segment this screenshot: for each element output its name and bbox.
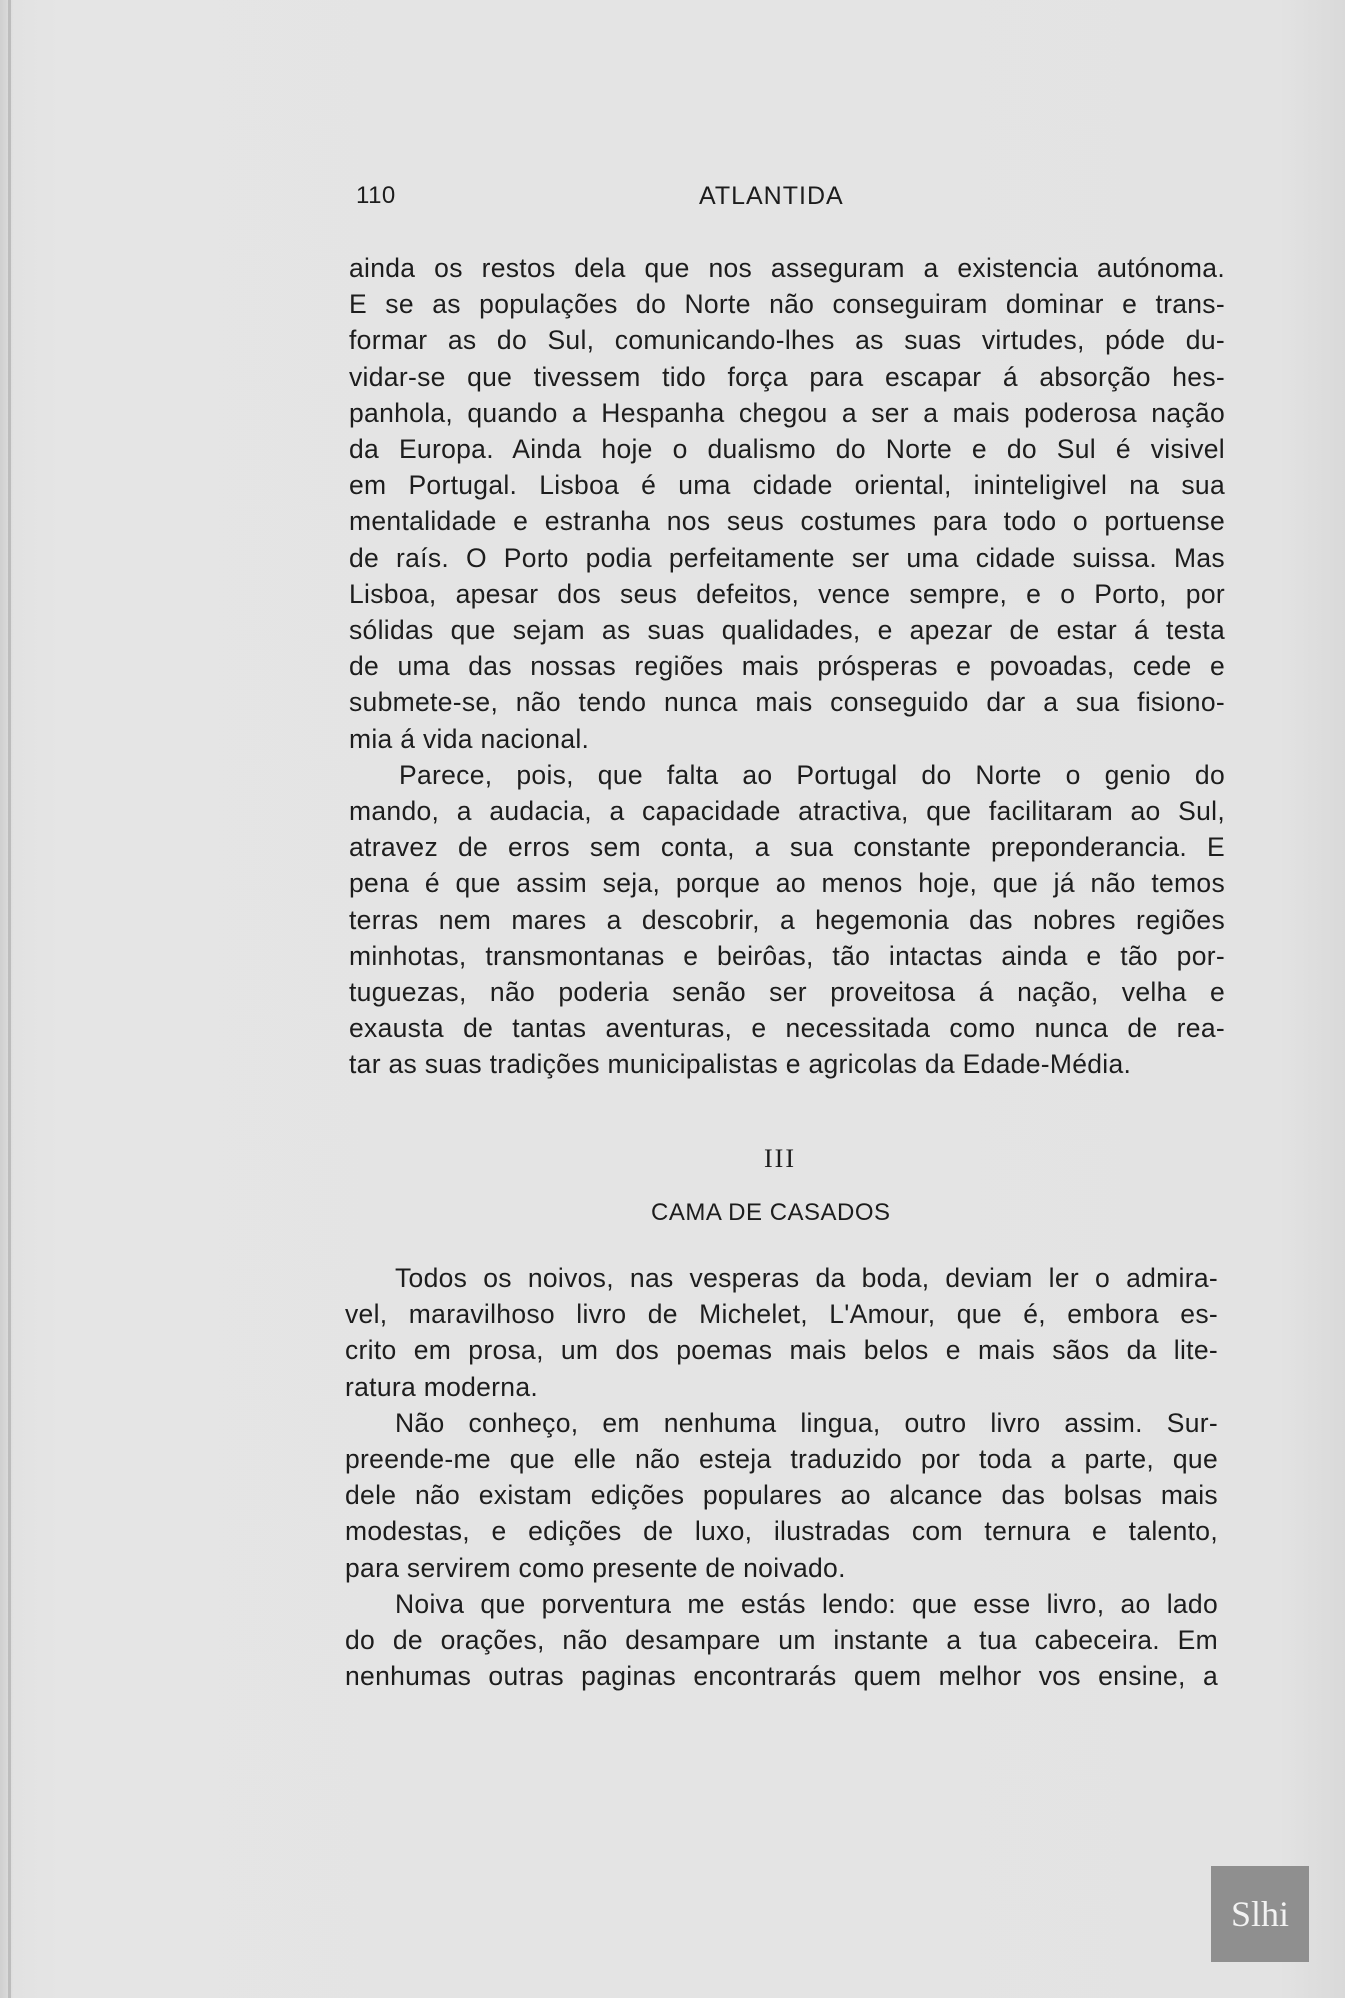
- paragraph: [349, 757, 1225, 1083]
- text-line: pena é que assim seja, porque ao menos hoje, que já não temos: [349, 868, 1225, 899]
- text-line: minhotas, transmontanas e beirôas, tão intactas ainda e tão por-: [349, 940, 1225, 971]
- section-title: CAMA DE CASADOS: [651, 1199, 891, 1226]
- text-line: ratura moderna.: [345, 1371, 539, 1402]
- logo-text: Slhi: [1230, 1894, 1290, 1934]
- text-line: do de orações, não desampare um instante a tua cabeceira. Em: [345, 1625, 1218, 1656]
- text-line: dele não existam edições populares ao alcance das bolsas mais: [345, 1480, 1218, 1511]
- text-line: Todos os noivos, nas vesperas da boda, deviam ler o admira-: [395, 1263, 1218, 1293]
- text-line: preende-me que elle não esteja traduzido por toda a parte, que: [345, 1444, 1218, 1475]
- running-title: ATLANTIDA: [699, 182, 844, 210]
- library-logo: [1211, 1866, 1309, 1962]
- text-line: mia á vida nacional.: [349, 723, 590, 754]
- paragraph: [345, 1586, 1218, 1695]
- text-line: mentalidade e estranha nos seus costumes para todo o portuense: [349, 506, 1225, 537]
- text-line: terras nem mares a descobrir, a hegemonia das nobres regiões: [349, 904, 1225, 935]
- text-line: tuguezas, não poderia senão ser proveitosa á nação, velha e: [349, 977, 1225, 1008]
- page-header: [356, 182, 866, 214]
- text-line: formar as do Sul, comunicando-lhes as suas virtudes, póde du-: [349, 325, 1225, 356]
- text-line: modestas, e edições de luxo, ilustradas com ternura e talento,: [345, 1516, 1218, 1547]
- paragraph: [345, 1405, 1218, 1586]
- page-edge: [8, 0, 11, 1998]
- text-line: da Europa. Ainda hoje o dualismo do Norte e do Sul é visivel: [349, 434, 1225, 465]
- text-line: tar as suas tradições municipalistas e agricolas da Edade-Média.: [349, 1049, 1132, 1080]
- section-number: III: [764, 1144, 796, 1173]
- body-text-top: [349, 250, 1225, 1083]
- text-line: sólidas que sejam as suas qualidades, e apezar de estar á testa: [349, 615, 1225, 646]
- text-line: crito em prosa, um dos poemas mais belos e mais sãos da lite-: [345, 1335, 1218, 1366]
- text-line: vidar-se que tivessem tido força para escapar á absorção hes-: [349, 361, 1225, 392]
- text-line: Não conheço, em nenhuma lingua, outro livro assim. Sur-: [395, 1407, 1218, 1438]
- page-number: 110: [356, 182, 396, 209]
- text-line: panhola, quando a Hespanha chegou a ser a mais poderosa nação: [349, 397, 1225, 428]
- paragraph: [345, 1260, 1218, 1405]
- text-line: Lisboa, apesar dos seus defeitos, vence sempre, e o Porto, por: [349, 578, 1225, 609]
- text-line: exausta de tantas aventuras, e necessitada como nunca de rea-: [349, 1013, 1225, 1044]
- text-line: Noiva que porventura me estás lendo: que esse livro, ao lado: [395, 1588, 1218, 1619]
- text-line: em Portugal. Lisboa é uma cidade oriental, ininteligivel na sua: [349, 470, 1225, 501]
- paragraph: [349, 250, 1225, 757]
- text-line: mando, a audacia, a capacidade atractiva, que facilitaram ao Sul,: [349, 796, 1225, 827]
- text-line: de uma das nossas regiões mais prósperas e povoadas, cede e: [349, 651, 1225, 682]
- text-line: ainda os restos dela que nos asseguram a existencia autónoma.: [349, 253, 1225, 283]
- text-line: Parece, pois, que falta ao Portugal do Norte o genio do: [399, 759, 1225, 790]
- text-line: para servirem como presente de noivado.: [345, 1552, 846, 1583]
- body-text-bottom: [345, 1260, 1218, 1694]
- text-line: submete-se, não tendo nunca mais conseguido dar a sua fisiono-: [349, 687, 1225, 718]
- text-line: atravez de erros sem conta, a sua constante preponderancia. E: [349, 832, 1225, 863]
- text-line: de raís. O Porto podia perfeitamente ser uma cidade suissa. Mas: [349, 542, 1225, 573]
- text-line: vel, maravilhoso livro de Michelet, L'Amour, que é, embora es-: [345, 1299, 1218, 1330]
- text-line: nenhumas outras paginas encontrarás quem melhor vos ensine, a: [345, 1661, 1218, 1692]
- text-line: E se as populações do Norte não conseguiram dominar e trans-: [349, 289, 1225, 320]
